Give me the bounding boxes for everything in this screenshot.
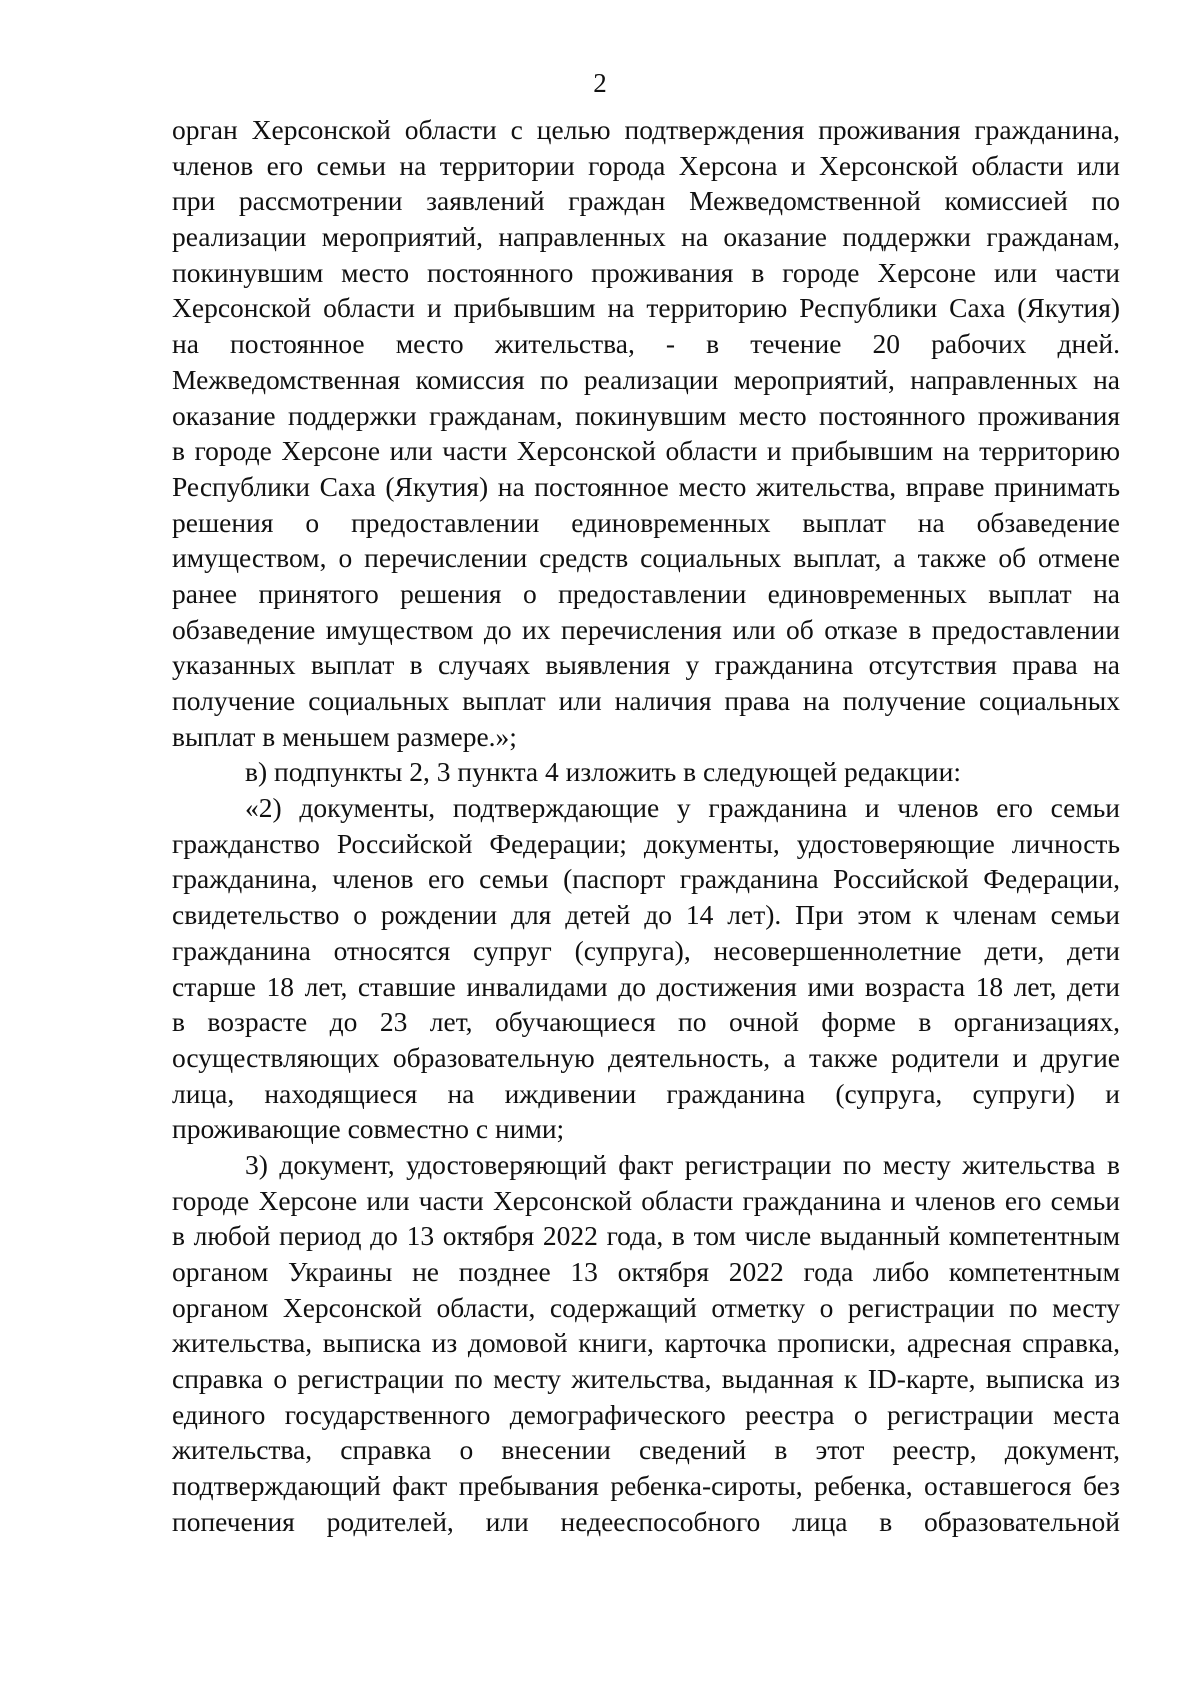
page-number: 2	[593, 68, 607, 98]
text-line: органом Херсонской области, содержащий отметку о регистрации по месту	[172, 1291, 1120, 1323]
text-line: гражданство Российской Федерации; документы, удостоверяющие личность	[172, 827, 1120, 859]
text-line: лица, находящиеся на иждивении гражданина (супруга, супруги) и	[172, 1077, 1120, 1109]
text-line: членов его семьи на территории города Херсона и Херсонской области или	[172, 149, 1120, 181]
text-line: ранее принятого решения о предоставлении единовременных выплат на	[172, 577, 1120, 609]
text-line: 3) документ, удостоверяющий факт регистрации по месту жительства в	[245, 1148, 1120, 1180]
text-line: единого государственного демографического реестра о регистрации места	[172, 1398, 1120, 1430]
text-line: покинувшим место постоянного проживания в городе Херсоне или части	[172, 256, 1120, 288]
document-body	[172, 112, 1120, 1540]
text-line: в возрасте до 23 лет, обучающиеся по очной форме в организациях,	[172, 1006, 1120, 1038]
text-line: гражданина, членов его семьи (паспорт гражданина Российской Федерации,	[172, 863, 1120, 895]
text-line: получение социальных выплат или наличия права на получение социальных	[172, 685, 1120, 716]
text-line: справка о регистрации по месту жительства, выданная к ID-карте, выписка из	[172, 1363, 1120, 1395]
text-line: жительства, справка о внесении сведений в этот реестр, документ,	[172, 1434, 1120, 1466]
text-line: гражданина относятся супруг (супруга), несовершеннолетние дети, дети	[172, 934, 1120, 966]
text-line: в) подпункты 2, 3 пункта 4 изложить в следующей редакции:	[245, 756, 961, 788]
text-line: в любой период до 13 октября 2022 года, в том числе выданный компетентным	[172, 1220, 1120, 1252]
text-line: на постоянное место жительства, - в течение 20 рабочих дней.	[172, 328, 1120, 360]
text-line: подтверждающий факт пребывания ребенка-сироты, ребенка, оставшегося без	[172, 1470, 1120, 1502]
text-line: реализации мероприятий, направленных на оказание поддержки гражданам,	[172, 221, 1120, 253]
text-line: Межведомственная комиссия по реализации мероприятий, направленных на	[172, 363, 1120, 395]
text-line: свидетельство о рождении для детей до 14 лет). При этом к членам семьи	[172, 899, 1120, 931]
text-line: в городе Херсоне или части Херсонской области и прибывшим на территорию	[172, 435, 1120, 467]
text-line: имуществом, о перечислении средств социальных выплат, а также об отмене	[172, 542, 1120, 574]
text-line: проживающие совместно с ними;	[172, 1113, 565, 1145]
text-line: решения о предоставлении единовременных выплат на обзаведение	[172, 506, 1120, 538]
text-line: органом Украины не позднее 13 октября 2022 года либо компетентным	[172, 1256, 1120, 1287]
text-line: при рассмотрении заявлений граждан Межведомственной комиссией по	[172, 185, 1120, 217]
text-line: указанных выплат в случаях выявления у гражданина отсутствия права на	[172, 649, 1120, 681]
text-line: жительства, выписка из домовой книги, карточка прописки, адресная справка,	[172, 1327, 1120, 1359]
text-line: обзаведение имуществом до их перечисления или об отказе в предоставлении	[172, 613, 1120, 645]
text-line: «2) документы, подтверждающие у гражданина и членов его семьи	[245, 792, 1120, 824]
text-line: Херсонской области и прибывшим на территорию Республики Саха (Якутия)	[172, 292, 1120, 324]
text-line: Республики Саха (Якутия) на постоянное место жительства, вправе принимать	[172, 470, 1120, 502]
text-line: осуществляющих образовательную деятельность, а также родители и другие	[172, 1041, 1120, 1073]
text-line: выплат в меньшем размере.»;	[172, 720, 517, 752]
text-line: городе Херсоне или части Херсонской области гражданина и членов его семьи	[172, 1184, 1120, 1216]
text-line: попечения родителей, или недееспособного лица в образовательной	[172, 1505, 1120, 1537]
text-line: оказание поддержки гражданам, покинувшим место постоянного проживания	[172, 399, 1120, 431]
text-line: орган Херсонской области с целью подтверждения проживания гражданина,	[172, 114, 1120, 145]
text-line: старше 18 лет, ставшие инвалидами до достижения ими возраста 18 лет, дети	[172, 970, 1120, 1002]
